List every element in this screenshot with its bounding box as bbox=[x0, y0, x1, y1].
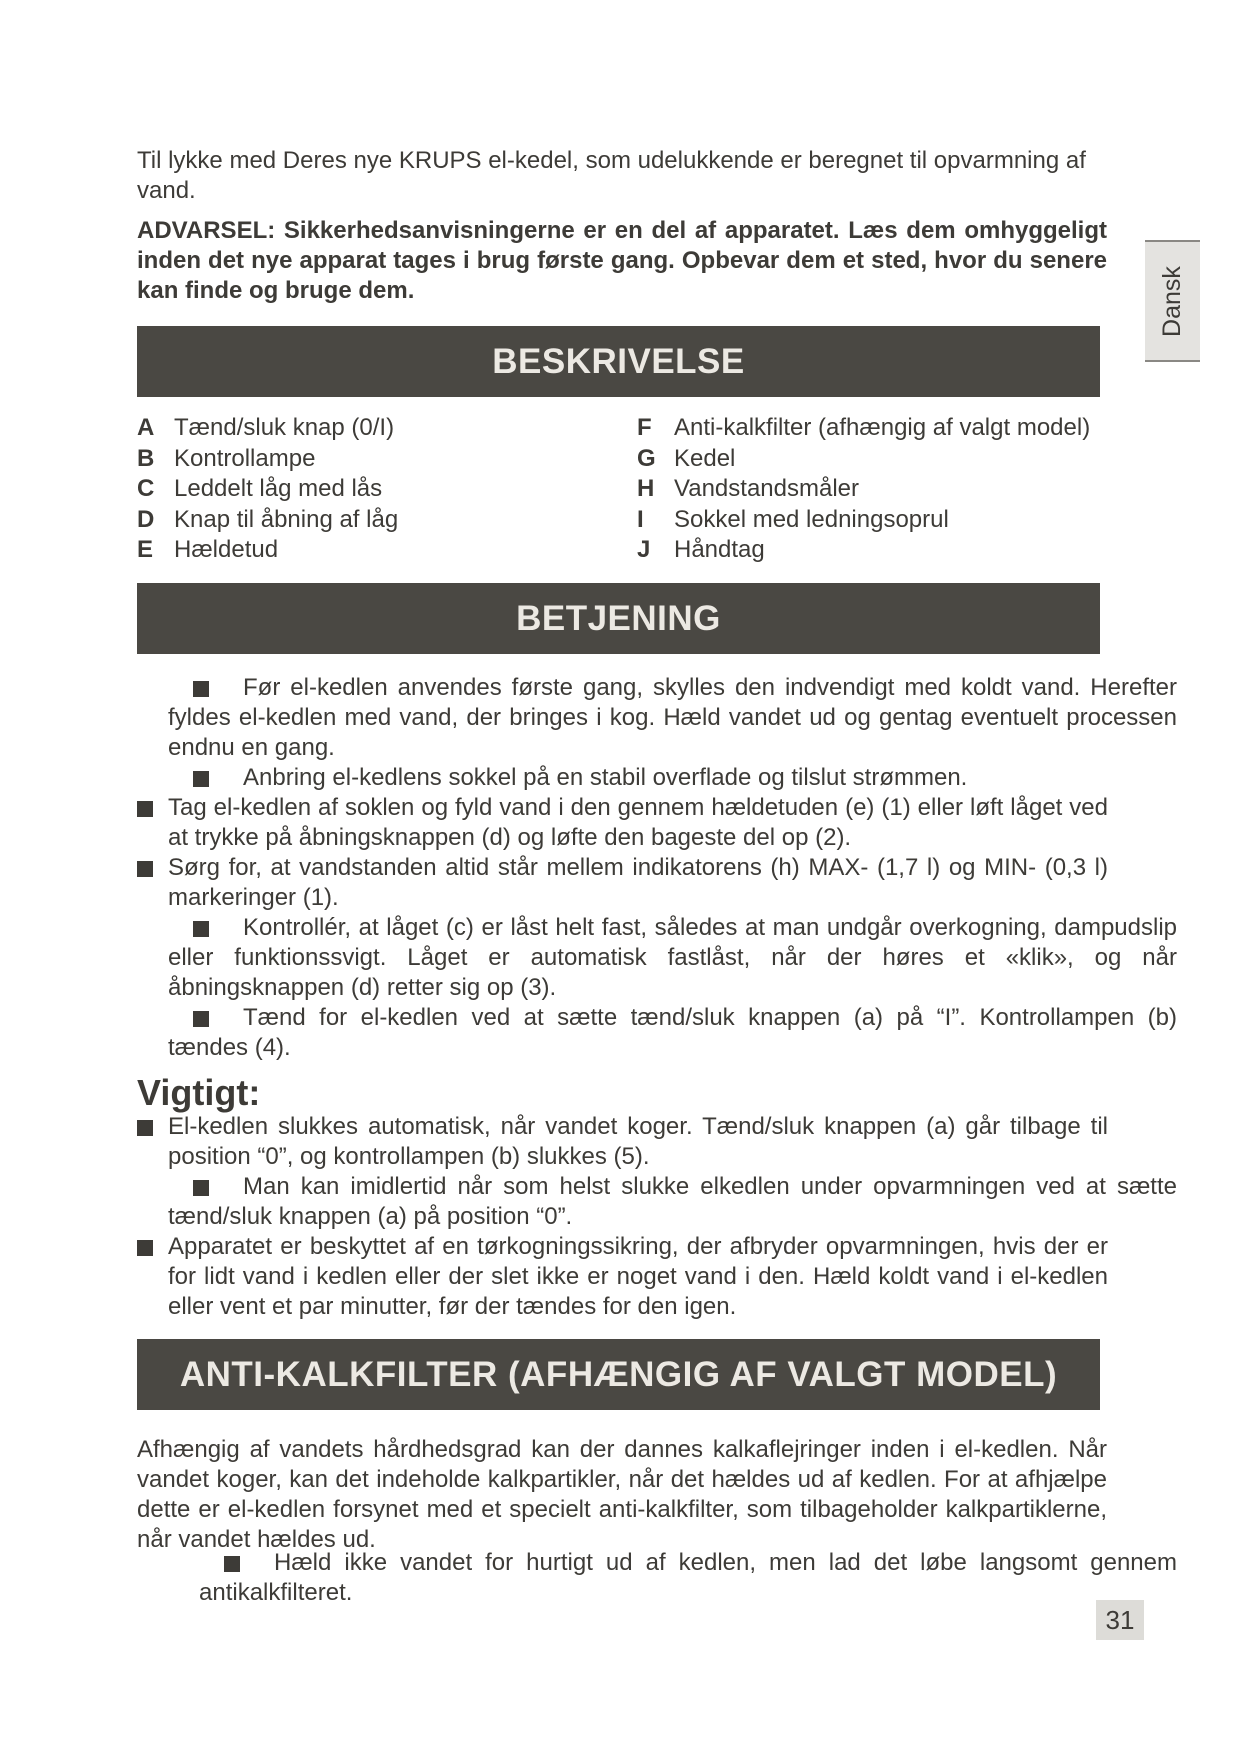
part-item bbox=[637, 413, 1090, 444]
parts-list-right bbox=[637, 413, 1090, 566]
important-item bbox=[137, 1232, 1108, 1322]
bullet-square-icon bbox=[193, 681, 209, 697]
part-item bbox=[137, 413, 398, 444]
antikalk-item bbox=[168, 1548, 1177, 1608]
important-item bbox=[137, 1172, 1177, 1232]
important-item-text: Apparatet er beskyttet af en tørkogningssikring, der afbryder opvarmningen, hvis der er for lidt vand i kedlen eller der slet ikke er noget vand i den. Hæld koldt vand i el-kedlen eller vent et par minutter, før der tændes for den igen. bbox=[168, 1233, 1108, 1320]
bullet-square-icon bbox=[137, 861, 153, 877]
operation-item-text: Anbring el-kedlens sokkel på en stabil overflade og tilslut strømmen. bbox=[243, 764, 968, 791]
operation-item bbox=[137, 1003, 1177, 1063]
operation-item bbox=[137, 763, 1177, 793]
operation-item-text: Tænd for el-kedlen ved at sætte tænd/sluk knappen (a) på “I”. Kontrollampen (b) tændes (4). bbox=[168, 1004, 1177, 1061]
language-tab bbox=[1145, 240, 1200, 362]
part-label: Leddelt låg med lås bbox=[174, 475, 383, 502]
part-letter: C bbox=[137, 475, 155, 502]
part-label: Knap til åbning af låg bbox=[174, 505, 399, 533]
bullet-square-icon bbox=[193, 1180, 209, 1196]
bullet-square-icon bbox=[137, 1240, 153, 1256]
operation-item bbox=[137, 673, 1177, 763]
operation-item-text: Tag el-kedlen af soklen og fyld vand i den gennem hældetuden (e) (1) eller løft låget ved at trykke på åbningsknappen (d) og løfte den bageste del op (2). bbox=[168, 794, 1108, 851]
operation-item bbox=[137, 913, 1177, 1003]
part-item bbox=[637, 535, 1090, 566]
part-letter: J bbox=[637, 536, 651, 563]
important-item-text: Man kan imidlertid når som helst slukke elkedlen under opvarmningen ved at sætte tænd/sluk knappen (a) på position “0”. bbox=[168, 1173, 1177, 1230]
part-label: Kontrollampe bbox=[174, 444, 316, 472]
part-item bbox=[137, 505, 398, 536]
operation-item-text: Før el-kedlen anvendes første gang, skylles den indvendigt med koldt vand. Herefter fyldes el-kedlen med vand, der bringes i kog. Hæld vandet ud og gentag eventuelt processen endnu en gang. bbox=[168, 674, 1177, 761]
antikalk-list bbox=[168, 1548, 1177, 1608]
part-letter: H bbox=[637, 475, 655, 502]
part-letter: G bbox=[637, 444, 656, 472]
part-letter: I bbox=[637, 505, 644, 533]
operation-item bbox=[137, 793, 1108, 853]
section-header-antikalk: ANTI-KALKFILTER (AFHÆNGIG AF VALGT MODEL) bbox=[137, 1339, 1100, 1410]
antikalk-paragraph: Afhængig af vandets hårdhedsgrad kan der dannes kalkaflejringer inden i el-kedlen. Når vandet koger, kan det indeholde kalkpartikler, når det hældes ud af kedlen. For at afhjælpe dette er el-kedlen forsynet med et specielt anti-kalkfilter, som tilbageholder kalkpartiklerne, når vandet hældes ud. bbox=[137, 1436, 1107, 1553]
bullet-square-icon bbox=[224, 1556, 240, 1572]
important-list bbox=[137, 1112, 1177, 1322]
important-item-text: El-kedlen slukkes automatisk, når vandet koger. Tænd/sluk knappen (a) går tilbage til position “0”, og kontrollampen (b) slukkes (5). bbox=[168, 1113, 1108, 1170]
bullet-square-icon bbox=[137, 1120, 153, 1136]
intro-paragraph: Til lykke med Deres nye KRUPS el-kedel, som udelukkende er beregnet til opvarmning af vand. bbox=[137, 147, 1086, 204]
important-item bbox=[137, 1112, 1108, 1172]
part-item bbox=[637, 444, 1090, 475]
bullet-square-icon bbox=[193, 771, 209, 787]
part-label: Hældetud bbox=[174, 536, 279, 563]
part-label: Vandstandsmåler bbox=[674, 475, 859, 502]
part-letter: A bbox=[137, 414, 155, 441]
operation-item-text: Sørg for, at vandstanden altid står mellem indikatorens (h) MAX- (1,7 l) og MIN- (0,3 l) markeringer (1). bbox=[168, 854, 1108, 911]
part-item bbox=[637, 474, 1090, 505]
operation-item-text: Kontrollér, at låget (c) er låst helt fast, således at man undgår overkogning, dampudslip eller funktionssvigt. Låget er automatisk fastlåst, når der høres et «klik», og når åbningsknappen (d) retter sig op (3). bbox=[168, 914, 1177, 1001]
part-item bbox=[137, 474, 398, 505]
part-letter: B bbox=[137, 444, 155, 472]
part-label: Kedel bbox=[674, 444, 736, 472]
operation-item bbox=[137, 853, 1108, 913]
warning-paragraph: ADVARSEL: Sikkerhedsanvisningerne er en del af apparatet. Læs dem omhyggeligt inden det nye apparat tages i brug første gang. Opbevar dem et sted, hvor du senere kan finde og bruge dem. bbox=[137, 217, 1107, 304]
bullet-square-icon bbox=[193, 1011, 209, 1027]
antikalk-item-text: Hæld ikke vandet for hurtigt ud af kedlen, men lad det løbe langsomt gennem antikalkfilteret. bbox=[199, 1549, 1177, 1606]
part-label: Anti-kalkfilter (afhængig af valgt model) bbox=[674, 414, 1091, 441]
part-item bbox=[637, 505, 1090, 536]
part-letter: E bbox=[137, 536, 154, 563]
part-label: Håndtag bbox=[674, 536, 765, 563]
part-label: Sokkel med ledningsoprul bbox=[674, 505, 949, 533]
section-header-description: BESKRIVELSE bbox=[137, 326, 1100, 397]
part-letter: D bbox=[137, 505, 155, 533]
part-item bbox=[137, 535, 398, 566]
part-label: Tænd/sluk knap (0/I) bbox=[174, 414, 395, 441]
page-number: 31 bbox=[1096, 1600, 1144, 1640]
operation-list bbox=[137, 673, 1177, 1063]
important-heading: Vigtigt: bbox=[137, 1072, 261, 1113]
language-tab-label: Dansk bbox=[1158, 265, 1186, 337]
bullet-square-icon bbox=[137, 801, 153, 817]
part-letter: F bbox=[637, 414, 652, 441]
part-item bbox=[137, 444, 398, 475]
bullet-square-icon bbox=[193, 921, 209, 937]
parts-list-left bbox=[137, 413, 398, 566]
section-header-operation: BETJENING bbox=[137, 583, 1100, 654]
